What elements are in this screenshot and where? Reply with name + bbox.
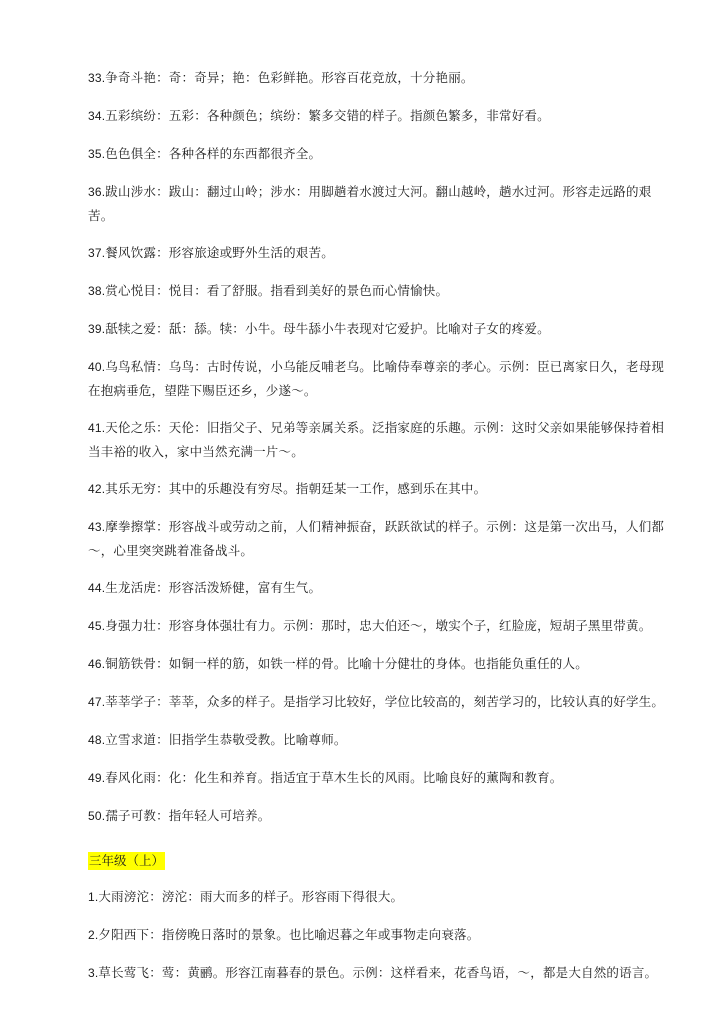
idiom-text: 夕阳西下：指傍晚日落时的景象。也比喻迟暮之年或事物走向衰落。 <box>98 927 480 942</box>
idiom-text: 铜筋铁骨：如铜一样的筋，如铁一样的骨。比喻十分健壮的身体。也指能负重任的人。 <box>105 656 588 671</box>
section-heading: 三年级（上） <box>89 853 165 868</box>
idiom-number: 49. <box>88 771 106 785</box>
idiom-text: 身强力壮：形容身体强壮有力。示例：那时，忠大伯还～，墩实个子，红脸庞，短胡子黑里带黄。 <box>105 618 652 633</box>
idiom-number: 38. <box>88 284 106 298</box>
idiom-number: 2. <box>88 928 99 942</box>
idiom-text: 争奇斗艳：奇：奇异；艳：色彩鲜艳。形容百花竞放，十分艳丽。 <box>105 70 474 85</box>
idiom-entry <box>88 804 668 828</box>
idiom-text: 赏心悦目：悦目：看了舒服。指看到美好的景色而心情愉快。 <box>105 283 449 298</box>
idiom-entry <box>88 66 668 90</box>
section-heading-wrap <box>88 850 668 873</box>
idiom-number: 1. <box>88 890 99 904</box>
idiom-number: 3. <box>88 966 99 980</box>
idiom-number: 37. <box>88 246 106 260</box>
idiom-text: 跋山涉水：跋山：翻过山岭；涉水：用脚趟着水渡过大河。翻山越岭，趟水过河。形容走远路的艰苦。 <box>88 184 652 223</box>
idiom-entry <box>88 142 668 166</box>
idiom-text: 生龙活虎：形容活泼矫健，富有生气。 <box>105 580 322 595</box>
idiom-text: 莘莘学子：莘莘，众多的样子。是指学习比较好，学位比较高的，刻苦学习的，比较认真的好学生。 <box>105 694 665 709</box>
idiom-entry <box>88 279 668 303</box>
idiom-text: 天伦之乐：天伦：旧指父子、兄弟等亲属关系。泛指家庭的乐趣。示例：这时父亲如果能够保持着相当丰裕的收入，家中当然充满一片～。 <box>88 420 665 459</box>
idiom-entry <box>88 317 668 341</box>
idiom-text: 其乐无穷：其中的乐趣没有穷尽。指朝廷某一工作，感到乐在其中。 <box>105 481 487 496</box>
idiom-text: 餐风饮露：形容旅途或野外生活的艰苦。 <box>105 245 334 260</box>
idiom-entry <box>88 766 668 790</box>
idiom-number: 40. <box>88 360 106 374</box>
idiom-entry <box>88 515 668 562</box>
idiom-number: 33. <box>88 71 106 85</box>
idiom-entry <box>88 241 668 265</box>
idiom-text: 五彩缤纷：五彩：各种颜色；缤纷：繁多交错的样子。指颜色繁多，非常好看。 <box>105 108 550 123</box>
idiom-number: 43. <box>88 520 106 534</box>
idiom-entry <box>88 923 668 947</box>
idiom-number: 45. <box>88 619 106 633</box>
idiom-text: 色色俱全：各种各样的东西都很齐全。 <box>105 146 322 161</box>
idiom-text: 立雪求道：旧指学生恭敬受教。比喻尊师。 <box>105 732 347 747</box>
idiom-number: 46. <box>88 657 106 671</box>
idiom-number: 44. <box>88 581 106 595</box>
idiom-list-part1 <box>88 66 668 828</box>
idiom-number: 48. <box>88 733 106 747</box>
idiom-text: 春风化雨：化：化生和养育。指适宜于草木生长的风雨。比喻良好的薰陶和教育。 <box>105 770 563 785</box>
idiom-entry <box>88 416 668 463</box>
idiom-list-part2 <box>88 885 668 985</box>
idiom-number: 39. <box>88 322 106 336</box>
idiom-text: 草长莺飞：莺：黄鹂。形容江南暮春的景色。示例：这样看来，花香鸟语，～，都是大自然的语言。 <box>98 965 658 980</box>
idiom-entry <box>88 355 668 402</box>
idiom-entry <box>88 652 668 676</box>
idiom-text: 大雨滂沱：滂沱：雨大而多的样子。形容雨下得很大。 <box>98 889 404 904</box>
idiom-number: 34. <box>88 109 106 123</box>
idiom-entry <box>88 690 668 714</box>
idiom-entry <box>88 180 668 227</box>
idiom-text: 乌鸟私情：乌鸟：古时传说，小乌能反哺老乌。比喻侍奉尊亲的孝心。示例：臣已离家日久，老母现在抱病垂危，望陛下赐臣还乡，少遂～。 <box>88 359 665 398</box>
idiom-entry <box>88 885 668 909</box>
document-page <box>88 66 668 999</box>
idiom-number: 47. <box>88 695 106 709</box>
idiom-text: 摩拳擦掌：形容战斗或劳动之前，人们精神振奋，跃跃欲试的样子。示例：这是第一次出马，人们都～，心里突突跳着准备战斗。 <box>88 519 665 558</box>
idiom-number: 41. <box>88 421 106 435</box>
idiom-number: 50. <box>88 809 106 823</box>
idiom-entry <box>88 477 668 501</box>
idiom-text: 孺子可教：指年轻人可培养。 <box>105 808 271 823</box>
idiom-number: 42. <box>88 482 106 496</box>
idiom-entry <box>88 104 668 128</box>
idiom-entry <box>88 614 668 638</box>
idiom-number: 36. <box>88 185 106 199</box>
idiom-text: 舐犊之爱：舐：舔。犊：小牛。母牛舔小牛表现对它爱护。比喻对子女的疼爱。 <box>105 321 550 336</box>
idiom-entry <box>88 576 668 600</box>
idiom-entry <box>88 728 668 752</box>
idiom-number: 35. <box>88 147 106 161</box>
idiom-entry <box>88 961 668 985</box>
